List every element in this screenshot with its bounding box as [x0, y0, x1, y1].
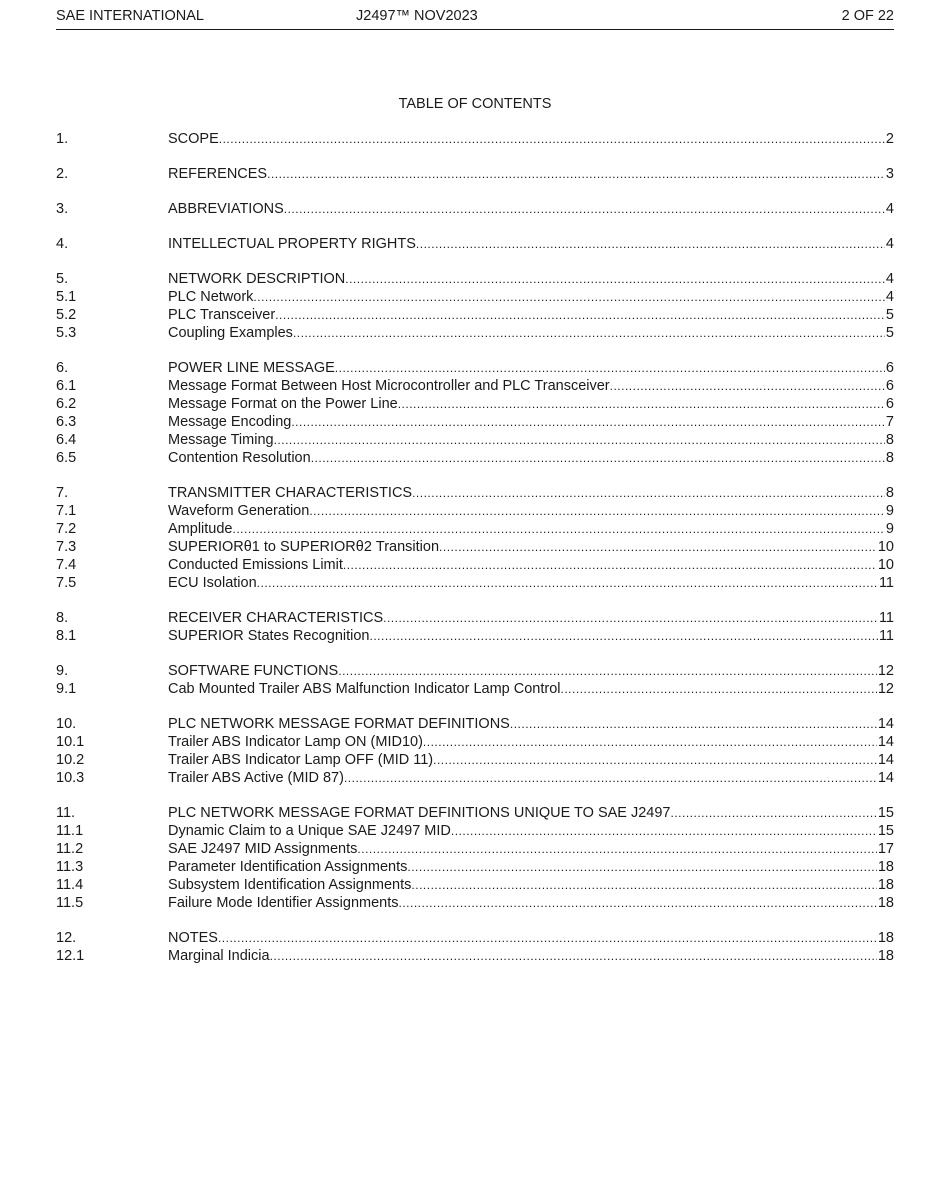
toc-section: [56, 165, 894, 183]
toc-entry-title: Conducted Emissions Limit: [168, 557, 343, 573]
toc-entry-title-line: [168, 894, 894, 912]
toc-entry-title: Parameter Identification Assignments: [168, 859, 408, 875]
dot-leader: [338, 662, 877, 680]
dot-leader: [433, 751, 877, 769]
toc-entry-title-line: [168, 288, 894, 306]
toc-entry-number: 10.: [56, 716, 77, 732]
toc-entry-title-line: [168, 484, 894, 502]
toc-entry-page: 18: [877, 930, 894, 946]
toc-entry-number: 7.: [56, 485, 69, 501]
toc-entry-page: 12: [877, 681, 894, 697]
toc-entry-title: PLC Network: [168, 289, 254, 305]
toc-entry-title: ECU Isolation: [168, 575, 257, 591]
toc-entry[interactable]: [56, 484, 894, 502]
dot-leader: [284, 200, 885, 218]
toc-entry[interactable]: [56, 306, 894, 324]
toc-entry[interactable]: [56, 715, 894, 733]
toc-entry-title-line: [168, 769, 894, 787]
toc-entry-title-line: [168, 395, 894, 413]
toc-entry-number: 11.2: [56, 841, 84, 857]
dot-leader: [510, 715, 877, 733]
toc-entry-title: RECEIVER CHARACTERISTICS: [168, 610, 384, 626]
dot-leader: [343, 556, 877, 574]
toc-entry-number: 6.4: [56, 432, 77, 448]
dot-leader: [275, 306, 885, 324]
toc-entry-number: 6.3: [56, 414, 77, 430]
toc-entry-title: Subsystem Identification Assignments: [168, 877, 412, 893]
toc-entry-page: 14: [877, 752, 894, 768]
toc-entry[interactable]: [56, 270, 894, 288]
toc-entry-page: 8: [885, 450, 894, 466]
toc-entry-number: 8.: [56, 610, 69, 626]
dot-leader: [291, 413, 885, 431]
toc-entry-title-line: [168, 733, 894, 751]
toc-entry[interactable]: [56, 609, 894, 627]
toc-entry-page: 2: [885, 131, 894, 147]
toc-entry-title-line: [168, 200, 894, 218]
toc-entry-number: 5.3: [56, 325, 77, 341]
toc-entry-title: SUPERIORθ1 to SUPERIORθ2 Transition: [168, 539, 440, 555]
dot-leader: [274, 431, 885, 449]
toc-entry-number: 9.: [56, 663, 69, 679]
toc-entry-page: 14: [877, 770, 894, 786]
dot-leader: [345, 270, 885, 288]
toc-entry-title: PLC Transceiver: [168, 307, 276, 323]
toc-entry-page: 18: [877, 895, 894, 911]
toc-entry-title: SUPERIOR States Recognition: [168, 628, 370, 644]
toc-entry[interactable]: [56, 733, 894, 751]
dot-leader: [311, 449, 885, 467]
toc-entry[interactable]: [56, 538, 894, 556]
toc-entry-title: Contention Resolution: [168, 450, 311, 466]
toc-entry[interactable]: [56, 520, 894, 538]
toc-entry[interactable]: [56, 627, 894, 645]
toc-entry-page: 9: [885, 503, 894, 519]
toc-entry-title: Amplitude: [168, 521, 233, 537]
toc-entry-title: Failure Mode Identifier Assignments: [168, 895, 399, 911]
toc-entry[interactable]: [56, 359, 894, 377]
dot-leader: [270, 947, 877, 965]
toc-entry-number: 7.4: [56, 557, 77, 573]
dot-leader: [309, 502, 885, 520]
toc-entry-title: Marginal Indicia: [168, 948, 270, 964]
toc-entry-page: 11: [878, 575, 894, 591]
toc-entry-title: Message Timing: [168, 432, 274, 448]
toc-entry[interactable]: [56, 130, 894, 148]
toc-entry-title: PLC NETWORK MESSAGE FORMAT DEFINITIONS UNIQUE TO SAE J2497: [168, 805, 671, 821]
toc-entry-page: 14: [877, 734, 894, 750]
toc-entry-title-line: [168, 627, 894, 645]
toc-entry-title: Waveform Generation: [168, 503, 310, 519]
toc-entry-title-line: [168, 876, 894, 894]
toc-section: [56, 715, 894, 787]
toc-entry-title-line: [168, 715, 894, 733]
toc-entry[interactable]: [56, 840, 894, 858]
toc-entry-page: 4: [885, 236, 894, 252]
toc-entry-title-line: [168, 235, 894, 253]
toc-entry-number: 11.1: [56, 823, 84, 839]
toc-entry-number: 2.: [56, 166, 69, 182]
toc-entry-title-line: [168, 538, 894, 556]
toc-entry-number: 10.1: [56, 734, 85, 750]
dot-leader: [357, 840, 876, 858]
toc-entry-number: 8.1: [56, 628, 77, 644]
toc-entry-page: 18: [877, 877, 894, 893]
table-of-contents: [56, 130, 894, 982]
toc-entry-number: 10.2: [56, 752, 85, 768]
dot-leader: [407, 858, 876, 876]
toc-entry-title-line: [168, 947, 894, 965]
toc-entry-number: 6.5: [56, 450, 77, 466]
toc-entry-number: 12.: [56, 930, 77, 946]
toc-entry-title: ABBREVIATIONS: [168, 201, 284, 217]
toc-entry[interactable]: [56, 235, 894, 253]
toc-entry-title: SAE J2497 MID Assignments: [168, 841, 358, 857]
toc-entry-title: Message Encoding: [168, 414, 292, 430]
dot-leader: [218, 929, 877, 947]
toc-entry-page: 17: [877, 841, 894, 857]
toc-entry-title: Dynamic Claim to a Unique SAE J2497 MID: [168, 823, 451, 839]
toc-entry-number: 9.1: [56, 681, 77, 697]
toc-entry[interactable]: [56, 395, 894, 413]
toc-entry[interactable]: [56, 947, 894, 965]
toc-entry-number: 5.1: [56, 289, 77, 305]
dot-leader: [293, 324, 885, 342]
toc-entry-page: 3: [885, 166, 894, 182]
toc-entry[interactable]: [56, 556, 894, 574]
toc-section: [56, 200, 894, 218]
toc-entry-title-line: [168, 574, 894, 592]
dot-leader: [671, 804, 877, 822]
toc-entry-number: 12.1: [56, 948, 85, 964]
toc-entry-page: 15: [877, 805, 894, 821]
toc-entry[interactable]: [56, 431, 894, 449]
dot-leader: [423, 733, 877, 751]
toc-entry[interactable]: [56, 200, 894, 218]
toc-section: [56, 484, 894, 592]
toc-entry-title: TRANSMITTER CHARACTERISTICS: [168, 485, 413, 501]
dot-leader: [412, 484, 885, 502]
toc-entry-title-line: [168, 359, 894, 377]
toc-entry-page: 11: [878, 628, 894, 644]
toc-entry[interactable]: [56, 324, 894, 342]
toc-entry-title-line: [168, 662, 894, 680]
toc-entry-page: 12: [877, 663, 894, 679]
toc-entry-number: 6.: [56, 360, 69, 376]
toc-entry-number: 11.4: [56, 877, 84, 893]
toc-entry-number: 11.5: [56, 895, 84, 911]
toc-entry[interactable]: [56, 413, 894, 431]
toc-entry-title: Trailer ABS Indicator Lamp ON (MID10): [168, 734, 423, 750]
toc-entry[interactable]: [56, 751, 894, 769]
toc-entry-title: Coupling Examples: [168, 325, 293, 341]
toc-entry-page: 15: [877, 823, 894, 839]
dot-leader: [232, 520, 884, 538]
toc-entry-title-line: [168, 502, 894, 520]
header-page-number: 2 OF 22: [841, 8, 894, 24]
toc-entry-title: Trailer ABS Indicator Lamp OFF (MID 11): [168, 752, 434, 768]
toc-title: TABLE OF CONTENTS: [398, 96, 552, 112]
toc-entry-page: 10: [877, 539, 894, 555]
toc-entry-title: Message Format on the Power Line: [168, 396, 398, 412]
dot-leader: [219, 130, 885, 148]
toc-entry[interactable]: [56, 804, 894, 822]
toc-entry-title-line: [168, 130, 894, 148]
toc-entry-title-line: [168, 929, 894, 947]
toc-entry[interactable]: [56, 449, 894, 467]
toc-entry-title: SCOPE: [168, 131, 219, 147]
toc-entry-page: 6: [885, 378, 894, 394]
toc-entry-title: INTELLECTUAL PROPERTY RIGHTS: [168, 236, 416, 252]
dot-leader: [561, 680, 877, 698]
toc-section: [56, 130, 894, 148]
toc-entry-title-line: [168, 609, 894, 627]
toc-entry[interactable]: [56, 680, 894, 698]
dot-leader: [369, 627, 877, 645]
dot-leader: [335, 359, 885, 377]
toc-entry[interactable]: [56, 929, 894, 947]
toc-entry-page: 5: [885, 325, 894, 341]
toc-entry-title: SOFTWARE FUNCTIONS: [168, 663, 339, 679]
toc-entry-number: 7.3: [56, 539, 77, 555]
toc-entry[interactable]: [56, 662, 894, 680]
toc-entry[interactable]: [56, 858, 894, 876]
toc-entry-number: 4.: [56, 236, 69, 252]
toc-entry-title-line: [168, 270, 894, 288]
toc-section: [56, 359, 894, 467]
toc-section: [56, 235, 894, 253]
toc-entry-title: NETWORK DESCRIPTION: [168, 271, 346, 287]
toc-entry-number: 10.3: [56, 770, 85, 786]
toc-entry-number: 5.: [56, 271, 69, 287]
toc-entry-page: 4: [885, 271, 894, 287]
toc-entry[interactable]: [56, 165, 894, 183]
toc-entry-title: Cab Mounted Trailer ABS Malfunction Indicator Lamp Control: [168, 681, 561, 697]
toc-entry-page: 8: [885, 432, 894, 448]
toc-entry-page: 7: [885, 414, 894, 430]
toc-entry-page: 10: [877, 557, 894, 573]
toc-entry-page: 8: [885, 485, 894, 501]
toc-entry-number: 7.1: [56, 503, 77, 519]
toc-entry[interactable]: [56, 288, 894, 306]
toc-section: [56, 270, 894, 342]
toc-entry-title-line: [168, 413, 894, 431]
toc-entry-number: 5.2: [56, 307, 77, 323]
toc-entry-page: 4: [885, 289, 894, 305]
header-document-id: J2497™ NOV2023: [356, 8, 478, 24]
toc-entry[interactable]: [56, 894, 894, 912]
toc-entry-page: 11: [878, 610, 894, 626]
toc-entry-page: 6: [885, 360, 894, 376]
toc-entry-page: 4: [885, 201, 894, 217]
toc-entry[interactable]: [56, 769, 894, 787]
toc-entry-title-line: [168, 804, 894, 822]
toc-section: [56, 804, 894, 912]
toc-section: [56, 662, 894, 698]
toc-entry-title-line: [168, 306, 894, 324]
toc-entry-title-line: [168, 858, 894, 876]
dot-leader: [610, 377, 885, 395]
toc-entry-title-line: [168, 751, 894, 769]
dot-leader: [451, 822, 877, 840]
toc-section: [56, 929, 894, 965]
toc-entry-title-line: [168, 822, 894, 840]
dot-leader: [257, 574, 878, 592]
dot-leader: [267, 165, 885, 183]
toc-entry-title: NOTES: [168, 930, 218, 946]
dot-leader: [253, 288, 885, 306]
toc-entry-title-line: [168, 431, 894, 449]
toc-entry-title: POWER LINE MESSAGE: [168, 360, 335, 376]
toc-entry-number: 11.: [56, 805, 76, 821]
dot-leader: [439, 538, 877, 556]
toc-entry[interactable]: [56, 574, 894, 592]
toc-entry-number: 1.: [56, 131, 69, 147]
toc-entry-number: 7.2: [56, 521, 77, 537]
toc-entry-title: Message Format Between Host Microcontroller and PLC Transceiver: [168, 378, 610, 394]
toc-entry-number: 7.5: [56, 575, 77, 591]
dot-leader: [383, 609, 878, 627]
toc-entry-title-line: [168, 449, 894, 467]
toc-entry-title: PLC NETWORK MESSAGE FORMAT DEFINITIONS: [168, 716, 510, 732]
toc-entry[interactable]: [56, 822, 894, 840]
toc-entry[interactable]: [56, 502, 894, 520]
toc-entry-page: 5: [885, 307, 894, 323]
toc-entry[interactable]: [56, 377, 894, 395]
dot-leader: [344, 769, 877, 787]
toc-entry-title: REFERENCES: [168, 166, 268, 182]
dot-leader: [416, 235, 885, 253]
dot-leader: [399, 894, 877, 912]
toc-entry-number: 6.1: [56, 378, 77, 394]
toc-entry-page: 9: [885, 521, 894, 537]
header-organization: SAE INTERNATIONAL: [56, 8, 204, 24]
toc-entry-page: 6: [885, 396, 894, 412]
toc-entry-number: 3.: [56, 201, 69, 217]
toc-entry-number: 6.2: [56, 396, 77, 412]
toc-entry-title-line: [168, 680, 894, 698]
toc-entry[interactable]: [56, 876, 894, 894]
dot-leader: [411, 876, 876, 894]
toc-entry-title-line: [168, 377, 894, 395]
dot-leader: [398, 395, 885, 413]
toc-entry-page: 18: [877, 859, 894, 875]
toc-section: [56, 609, 894, 645]
toc-entry-title: Trailer ABS Active (MID 87): [168, 770, 344, 786]
toc-entry-page: 14: [877, 716, 894, 732]
toc-entry-title-line: [168, 520, 894, 538]
toc-entry-title-line: [168, 840, 894, 858]
toc-entry-title-line: [168, 324, 894, 342]
toc-entry-title-line: [168, 556, 894, 574]
toc-entry-page: 18: [877, 948, 894, 964]
toc-entry-number: 11.3: [56, 859, 84, 875]
page-header: [56, 7, 894, 30]
toc-entry-title-line: [168, 165, 894, 183]
